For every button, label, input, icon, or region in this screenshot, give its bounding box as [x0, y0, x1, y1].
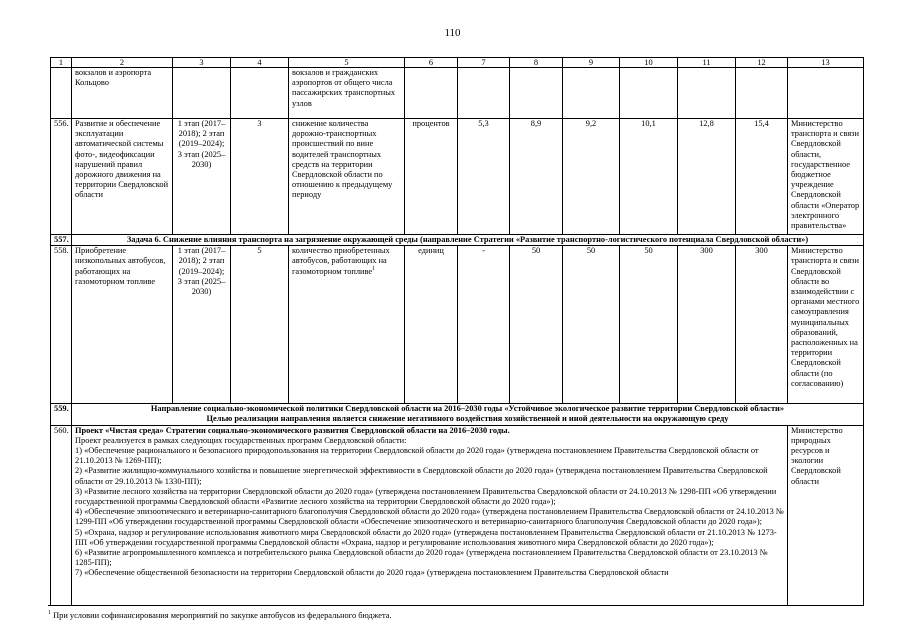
row-executor: Министерство транспорта и связи Свердловской области во взаимодействии с органами местного самоуправления муниципальных образований, расположенных на территории Свердловской области (по согласованию)	[788, 246, 864, 404]
row-number: 556.	[51, 119, 72, 235]
column-number: 5	[289, 58, 405, 68]
row-name: Развитие и обеспечение эксплуатации автоматической системы фото-, видеофиксации нарушений правил дорожного движения на территории Свердловской области	[72, 119, 173, 235]
row-value: 50	[510, 246, 563, 404]
column-number: 10	[620, 58, 678, 68]
direction-heading	[72, 404, 864, 425]
row-value: -	[458, 246, 510, 404]
column-number: 2	[72, 58, 173, 68]
row-value: 50	[620, 246, 678, 404]
row-value: 300	[736, 246, 788, 404]
column-number: 4	[231, 58, 289, 68]
project-line: 5) «Охрана, надзор и регулирование использования животного мира Свердловской области до 2020 года» (утверждена постановлением Правительства Свердловской области от 21.10.2013 № 1273-ПП «Об утверждении государственной программы Свердловской области «Охрана, надзор и регулирование использования животного мира Свердловской области до 2020 года»);	[75, 527, 777, 547]
direction-line: Целью реализации направления является снижение негативного воздействия хозяйственной и иной деятельности на окружающую среду	[206, 414, 729, 424]
table-row-556	[51, 119, 864, 235]
row-stages: 1 этап (2017–2018); 2 этап (2019–2024); 3 этап (2025–2030)	[173, 119, 231, 235]
column-number: 13	[788, 58, 864, 68]
column-number: 7	[458, 58, 510, 68]
row-unit: процентов	[405, 119, 458, 235]
row-unit: единиц	[405, 246, 458, 404]
row-task: 5	[231, 246, 289, 404]
row-name: Приобретение низкопольных автобусов, работающих на газомоторном топливе	[72, 246, 173, 404]
project-line: 7) «Обеспечение общественной безопасности на территории Свердловской области до 2020 года» (утверждена постановлением Правительства Свердловской области	[75, 568, 669, 578]
row-stages: 1 этап (2017–2018); 2 этап (2019–2024); 3 этап (2025–2030)	[173, 246, 231, 404]
row-value: 50	[563, 246, 620, 404]
row-value: 9,2	[563, 119, 620, 235]
project-line: 3) «Развитие лесного хозяйства на территории Свердловской области до 2020 года» (утверждена постановлением Правительства Свердловской области от 24.10.2013 № 1298-ПП «Об утверждении государственной программы Свердловской области «Развитие лесного хозяйства на территории Свердловской области до 2020 года»);	[75, 486, 777, 507]
table-row-557	[51, 235, 864, 246]
row-value: 5,3	[458, 119, 510, 235]
column-number: 3	[173, 58, 231, 68]
column-number: 8	[510, 58, 563, 68]
table-row-continuation	[51, 68, 864, 119]
column-number: 6	[405, 58, 458, 68]
project-line: 2) «Развитие жилищно-коммунального хозяйства и повышение энергетической эффективности в Свердловской области до 2020 года» (утверждена постановлением Правительства Свердловской области от 29.10.2013 № 1330-ПП);	[75, 466, 768, 486]
footnote-divider	[48, 605, 176, 606]
row-value: 15,4	[736, 119, 788, 235]
column-number: 12	[736, 58, 788, 68]
table-row-560	[51, 425, 864, 605]
row-number: 560.	[51, 425, 72, 605]
row-value: 12,8	[678, 119, 736, 235]
footnote	[48, 611, 392, 620]
direction-line: Направление социально-экономической политики Свердловской области на 2016–2030 годы «Устойчивое экологическое развитие территории Свердловской области»	[150, 404, 785, 414]
footnote-mark: 1	[372, 265, 376, 272]
column-header-row	[51, 58, 864, 68]
table-row-559	[51, 404, 864, 425]
row-indicator-cell	[289, 246, 405, 404]
task-heading: Задача 6. Снижение влияния транспорта на загрязнение окружающей среды (направление Стратегии «Развитие транспортно-логистического потенциала Свердловской области»)	[72, 235, 864, 246]
row-number: 557.	[51, 235, 72, 246]
project-line: Проект реализуется в рамках следующих государственных программ Свердловской области:	[75, 435, 407, 445]
project-line: 1) «Обеспечение рационального и безопасного природопользования на территории Свердловской области до 2020 года» (утверждена постановлением Правительства Свердловской области от 21.10.2013 № 1269-ПП);	[75, 446, 759, 466]
project-line: 6) «Развитие агропромышленного комплекса и потребительского рынка Свердловской области до 2020 года» (утверждена постановлением Правительства Свердловской области от 23.10.2013 № 1285-ПП);	[75, 548, 768, 568]
row-executor: Министерство природных ресурсов и экологии Свердловской области	[788, 425, 864, 605]
column-number: 9	[563, 58, 620, 68]
column-number: 11	[678, 58, 736, 68]
row-indicator: вокзалов и гражданских аэропортов от общего числа пассажирских транспортных узлов	[289, 68, 405, 119]
project-description	[72, 425, 788, 605]
row-indicator: количество приобретенных автобусов, работающих на газомоторном топливе	[292, 246, 390, 276]
table-row-558	[51, 246, 864, 404]
project-title: Проект «Чистая среда» Стратегии социально-экономического развития Свердловской области на 2016–2030 годы.	[75, 425, 510, 435]
column-number: 1	[51, 58, 72, 68]
page-number: 110	[444, 27, 461, 39]
row-name: вокзалов и аэропорта Кольцово	[72, 68, 173, 119]
project-line: 4) «Обеспечение эпизоотического и ветеринарно-санитарного благополучия Свердловской области до 2020 года» (утверждена постановлением Правительства Свердловской области от 24.10.2013 № 1299-ПП «Об утверждении государственной программы Свердловской области «Обеспечение эпизоотического и ветеринарно-санитарного благополучия Свердловской области до 2020 года»);	[75, 507, 784, 527]
row-task: 3	[231, 119, 289, 235]
row-value: 300	[678, 246, 736, 404]
row-value: 8,9	[510, 119, 563, 235]
footnote-text: При условии софинансирования мероприятий по закупке автобусов из федерального бюджета.	[53, 611, 392, 620]
row-value: 10,1	[620, 119, 678, 235]
footnote-mark: 1	[48, 610, 51, 617]
row-number: 559.	[51, 404, 72, 425]
row-indicator: снижение количества дорожно-транспортных происшествий по вине водителей транспортных средств на территории Свердловской области по отношению к предыдущему периоду	[289, 119, 405, 235]
row-number: 558.	[51, 246, 72, 404]
row-executor: Министерство транспорта и связи Свердловской области, государственное бюджетное учреждение Свердловской области «Оператор электронного правительства»	[788, 119, 864, 235]
program-table	[50, 57, 864, 606]
